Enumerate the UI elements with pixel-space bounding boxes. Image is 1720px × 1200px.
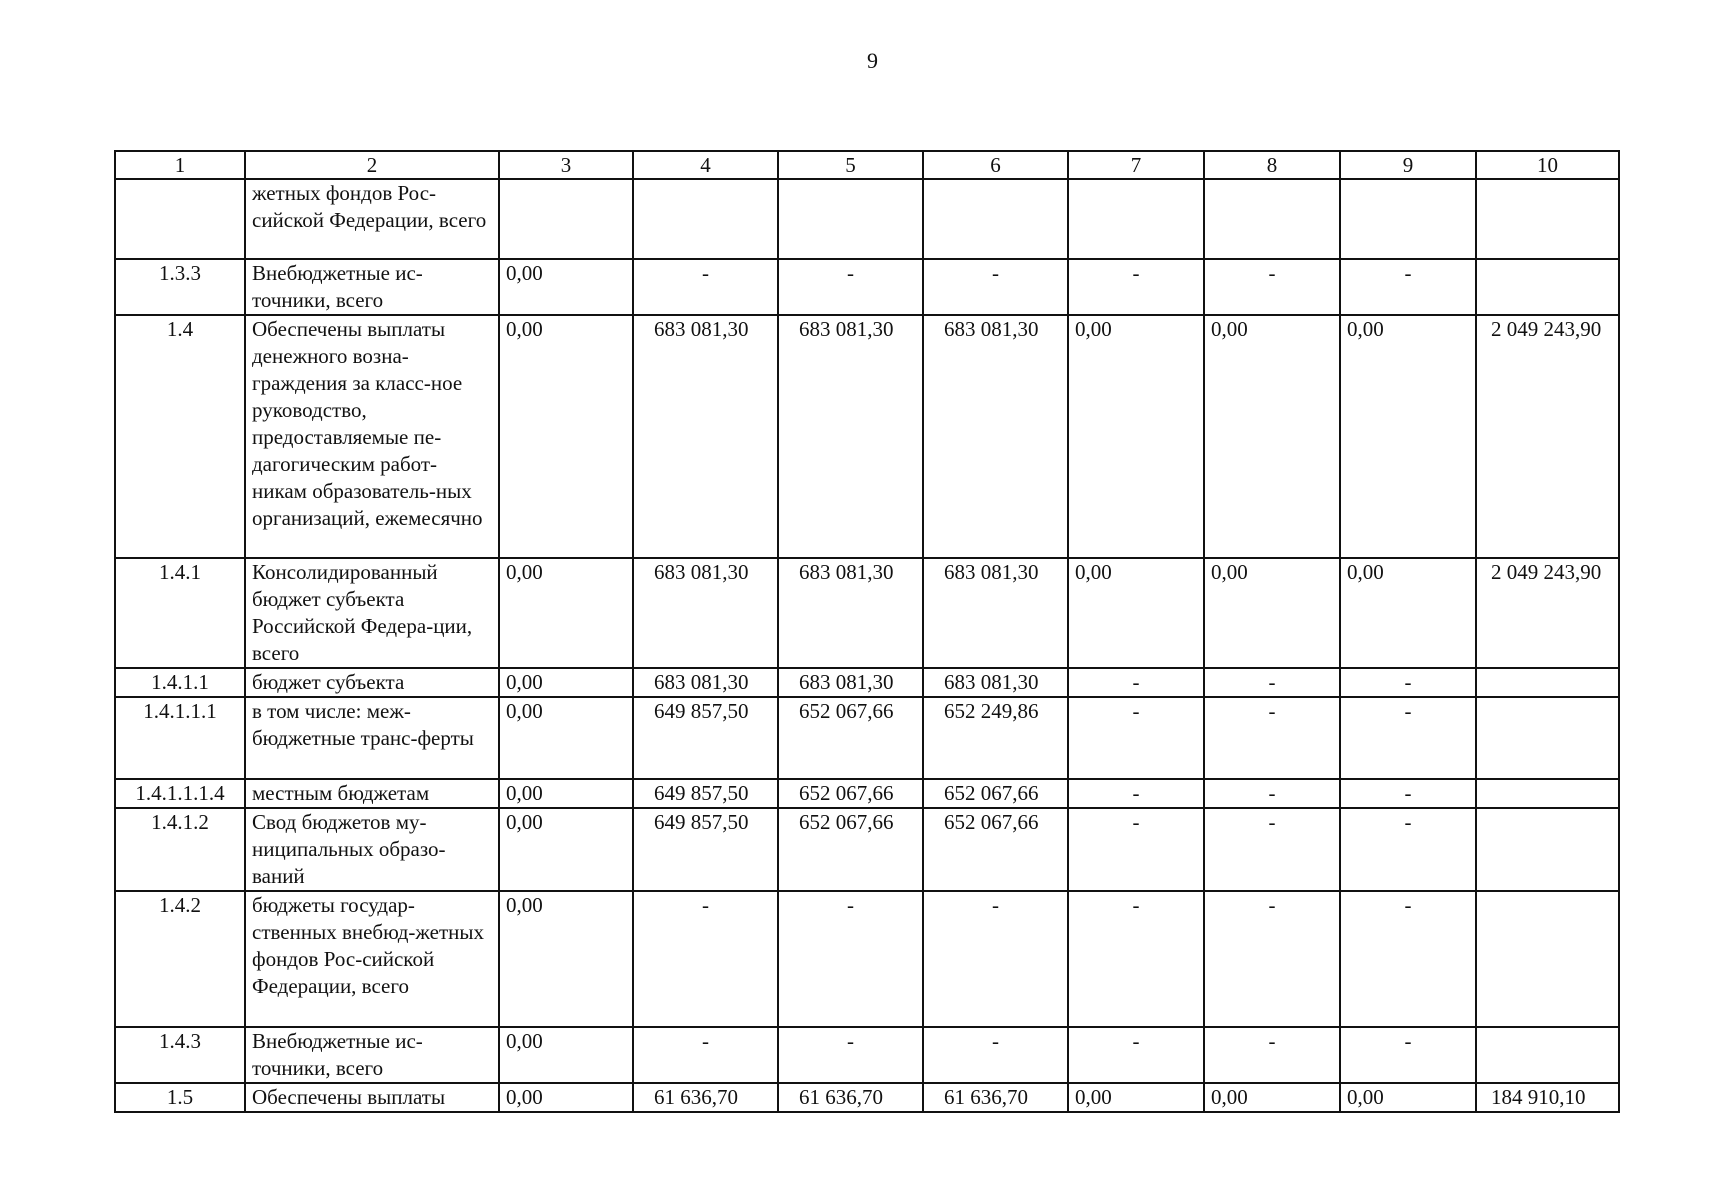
cell-col9: - [1340, 1027, 1476, 1083]
cell-col6 [923, 179, 1068, 259]
cell-col3: 0,00 [499, 558, 633, 668]
cell-col8: 0,00 [1204, 558, 1340, 668]
budget-table [114, 150, 1620, 1113]
cell-col10 [1476, 668, 1619, 697]
row-name: Внебюджетные ис-точники, всего [245, 1027, 499, 1083]
table-row [115, 891, 1619, 1027]
row-name: жетных фондов Рос-сийской Федерации, всего [245, 179, 499, 259]
table-row [115, 179, 1619, 259]
cell-col6: 652 249,86 [923, 697, 1068, 779]
cell-col9 [1340, 179, 1476, 259]
cell-col6: 652 067,66 [923, 779, 1068, 808]
column-header: 8 [1204, 151, 1340, 179]
cell-col10: 184 910,10 [1476, 1083, 1619, 1112]
cell-col9: - [1340, 891, 1476, 1027]
cell-col9: - [1340, 779, 1476, 808]
column-header: 2 [245, 151, 499, 179]
cell-col9: - [1340, 259, 1476, 315]
cell-col8: 0,00 [1204, 1083, 1340, 1112]
cell-col3: 0,00 [499, 668, 633, 697]
cell-col8: - [1204, 668, 1340, 697]
cell-col4: 683 081,30 [633, 668, 778, 697]
cell-col9: - [1340, 668, 1476, 697]
row-name: Обеспечены выплаты денежного возна-граждения за класс-ное руководство, предоставляемые пе-дагогическим работ-никам образователь-ных организаций, ежемесячно [245, 315, 499, 558]
cell-col5: - [778, 891, 923, 1027]
cell-col4: 683 081,30 [633, 558, 778, 668]
cell-col4: 683 081,30 [633, 315, 778, 558]
cell-col3: 0,00 [499, 1083, 633, 1112]
cell-col8: - [1204, 259, 1340, 315]
row-name: бюджеты государ-ственных внебюд-жетных фондов Рос-сийской Федерации, всего [245, 891, 499, 1027]
cell-col10: 2 049 243,90 [1476, 558, 1619, 668]
header-row [115, 151, 1619, 179]
cell-col6: 61 636,70 [923, 1083, 1068, 1112]
cell-col7: 0,00 [1068, 558, 1204, 668]
row-name: в том числе: меж-бюджетные транс-ферты [245, 697, 499, 779]
cell-col4: 649 857,50 [633, 779, 778, 808]
cell-col10 [1476, 697, 1619, 779]
cell-col6: - [923, 259, 1068, 315]
cell-col3: 0,00 [499, 808, 633, 891]
table-row [115, 697, 1619, 779]
row-name: местным бюджетам [245, 779, 499, 808]
cell-col9: - [1340, 697, 1476, 779]
column-header: 4 [633, 151, 778, 179]
cell-col4: 61 636,70 [633, 1083, 778, 1112]
cell-col4: - [633, 1027, 778, 1083]
row-code: 1.4 [115, 315, 245, 558]
cell-col4: - [633, 259, 778, 315]
cell-col5: 652 067,66 [778, 808, 923, 891]
cell-col7: 0,00 [1068, 1083, 1204, 1112]
cell-col10 [1476, 891, 1619, 1027]
cell-col7: - [1068, 697, 1204, 779]
cell-col7: - [1068, 891, 1204, 1027]
row-code: 1.4.2 [115, 891, 245, 1027]
cell-col3 [499, 179, 633, 259]
column-header: 10 [1476, 151, 1619, 179]
cell-col4: 649 857,50 [633, 808, 778, 891]
cell-col6: 652 067,66 [923, 808, 1068, 891]
column-header: 3 [499, 151, 633, 179]
cell-col6: 683 081,30 [923, 315, 1068, 558]
table-row [115, 259, 1619, 315]
cell-col7: - [1068, 1027, 1204, 1083]
column-header: 7 [1068, 151, 1204, 179]
cell-col7: - [1068, 808, 1204, 891]
cell-col7 [1068, 179, 1204, 259]
cell-col5: 683 081,30 [778, 315, 923, 558]
table-row [115, 779, 1619, 808]
cell-col6: - [923, 1027, 1068, 1083]
row-name: Обеспечены выплаты [245, 1083, 499, 1112]
cell-col10 [1476, 808, 1619, 891]
row-name: Внебюджетные ис-точники, всего [245, 259, 499, 315]
cell-col8: - [1204, 697, 1340, 779]
cell-col5: 652 067,66 [778, 697, 923, 779]
cell-col8: - [1204, 891, 1340, 1027]
cell-col7: - [1068, 668, 1204, 697]
cell-col10: 2 049 243,90 [1476, 315, 1619, 558]
table-row [115, 808, 1619, 891]
cell-col4: 649 857,50 [633, 697, 778, 779]
cell-col5: 683 081,30 [778, 668, 923, 697]
cell-col5: 652 067,66 [778, 779, 923, 808]
cell-col5: - [778, 259, 923, 315]
cell-col10 [1476, 179, 1619, 259]
table-row [115, 1027, 1619, 1083]
cell-col9: 0,00 [1340, 315, 1476, 558]
cell-col8: - [1204, 808, 1340, 891]
column-header: 1 [115, 151, 245, 179]
cell-col7: - [1068, 259, 1204, 315]
cell-col8: - [1204, 779, 1340, 808]
cell-col5: 683 081,30 [778, 558, 923, 668]
cell-col7: 0,00 [1068, 315, 1204, 558]
cell-col3: 0,00 [499, 891, 633, 1027]
column-header: 9 [1340, 151, 1476, 179]
row-code [115, 179, 245, 259]
cell-col3: 0,00 [499, 315, 633, 558]
cell-col10 [1476, 779, 1619, 808]
row-code: 1.4.1 [115, 558, 245, 668]
row-name: Консолидированный бюджет субъекта Российской Федера-ции, всего [245, 558, 499, 668]
cell-col7: - [1068, 779, 1204, 808]
cell-col8: - [1204, 1027, 1340, 1083]
cell-col9: - [1340, 808, 1476, 891]
row-name: бюджет субъекта [245, 668, 499, 697]
cell-col3: 0,00 [499, 697, 633, 779]
cell-col5 [778, 179, 923, 259]
row-code: 1.5 [115, 1083, 245, 1112]
table-row [115, 558, 1619, 668]
row-code: 1.4.1.1.1 [115, 697, 245, 779]
column-header: 6 [923, 151, 1068, 179]
table-row [115, 315, 1619, 558]
cell-col6: 683 081,30 [923, 668, 1068, 697]
row-code: 1.3.3 [115, 259, 245, 315]
cell-col3: 0,00 [499, 779, 633, 808]
cell-col10 [1476, 259, 1619, 315]
cell-col9: 0,00 [1340, 558, 1476, 668]
cell-col9: 0,00 [1340, 1083, 1476, 1112]
table-row [115, 668, 1619, 697]
cell-col6: 683 081,30 [923, 558, 1068, 668]
cell-col4: - [633, 891, 778, 1027]
page-number: 9 [867, 48, 878, 73]
row-name: Свод бюджетов му-ниципальных образо-ваний [245, 808, 499, 891]
row-code: 1.4.1.1 [115, 668, 245, 697]
cell-col5: - [778, 1027, 923, 1083]
cell-col4 [633, 179, 778, 259]
column-header: 5 [778, 151, 923, 179]
row-code: 1.4.3 [115, 1027, 245, 1083]
row-code: 1.4.1.2 [115, 808, 245, 891]
cell-col8: 0,00 [1204, 315, 1340, 558]
cell-col5: 61 636,70 [778, 1083, 923, 1112]
cell-col3: 0,00 [499, 259, 633, 315]
cell-col6: - [923, 891, 1068, 1027]
cell-col3: 0,00 [499, 1027, 633, 1083]
table-row [115, 1083, 1619, 1112]
cell-col10 [1476, 1027, 1619, 1083]
row-code: 1.4.1.1.1.4 [115, 779, 245, 808]
cell-col8 [1204, 179, 1340, 259]
